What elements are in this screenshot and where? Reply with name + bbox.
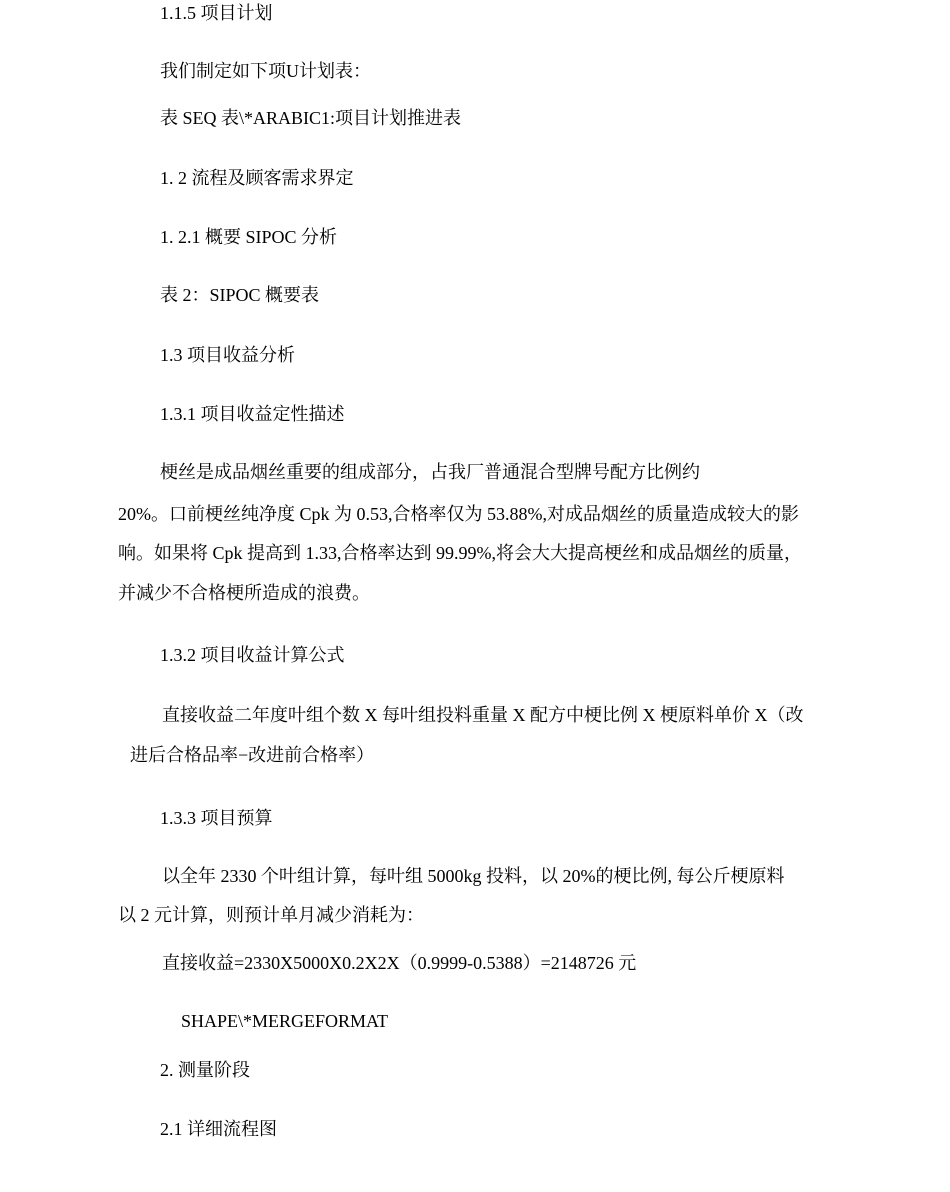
heading-2: 2. 测量阶段 — [160, 1060, 250, 1080]
heading-1-3-2: 1.3.2 项目收益计算公式 — [160, 645, 345, 665]
paragraph-budget-line-2: 以 2 元计算，则预计单月减少消耗为： — [118, 905, 424, 925]
table-caption-1: 表 SEQ 表\*ARABIC1:项目计划推进表 — [160, 108, 462, 128]
shape-field-code: SHAPE\*MERGEFORMAT — [181, 1011, 389, 1031]
paragraph-qualitative-line-2: 20%。口前梗丝纯净度 Cpk 为 0.53,合格率仅为 53.88%,对成品烟丝的质量造成较大的影 — [118, 504, 799, 524]
paragraph-qualitative-line-3: 响。如果将 Cpk 提高到 1.33,合格率达到 99.99%,将会大大提高梗丝和成品烟丝的质量， — [118, 543, 802, 563]
heading-1-1-5: 1.1.5 项目计划 — [160, 3, 273, 23]
heading-1-2-1: 1. 2.1 概要 SIPOC 分析 — [160, 227, 338, 247]
formula-line-2: 进后合格品率−改进前合格率） — [130, 745, 375, 765]
paragraph-qualitative-line-4: 并减少不合格梗所造成的浪费。 — [118, 583, 370, 603]
paragraph-budget-line-1: 以全年 2330 个叶组计算，每叶组 5000kg 投料，以 20%的梗比例, 每公斤梗原料 — [162, 866, 785, 886]
heading-1-3: 1.3 项目收益分析 — [160, 345, 295, 365]
heading-1-3-3: 1.3.3 项目预算 — [160, 808, 273, 828]
direct-benefit-calculation: 直接收益=2330X5000X0.2X2X（0.9999-0.5388）=2148726 元 — [162, 953, 637, 973]
heading-2-1: 2.1 详细流程图 — [160, 1119, 277, 1139]
heading-1-3-1: 1.3.1 项目收益定性描述 — [160, 404, 345, 424]
table-caption-2: 表 2：SIPOC 概要表 — [160, 285, 320, 305]
heading-1-2: 1. 2 流程及顾客需求界定 — [160, 168, 354, 188]
paragraph-plan-intro: 我们制定如下项U计划表： — [160, 61, 371, 81]
formula-line-1: 直接收益二年度叶组个数 X 每叶组投料重量 X 配方中梗比例 X 梗原料单价 X（改 — [162, 705, 804, 725]
paragraph-qualitative-line-1: 梗丝是成品烟丝重要的组成部分，占我厂普通混合型牌号配方比例约 — [160, 462, 700, 482]
